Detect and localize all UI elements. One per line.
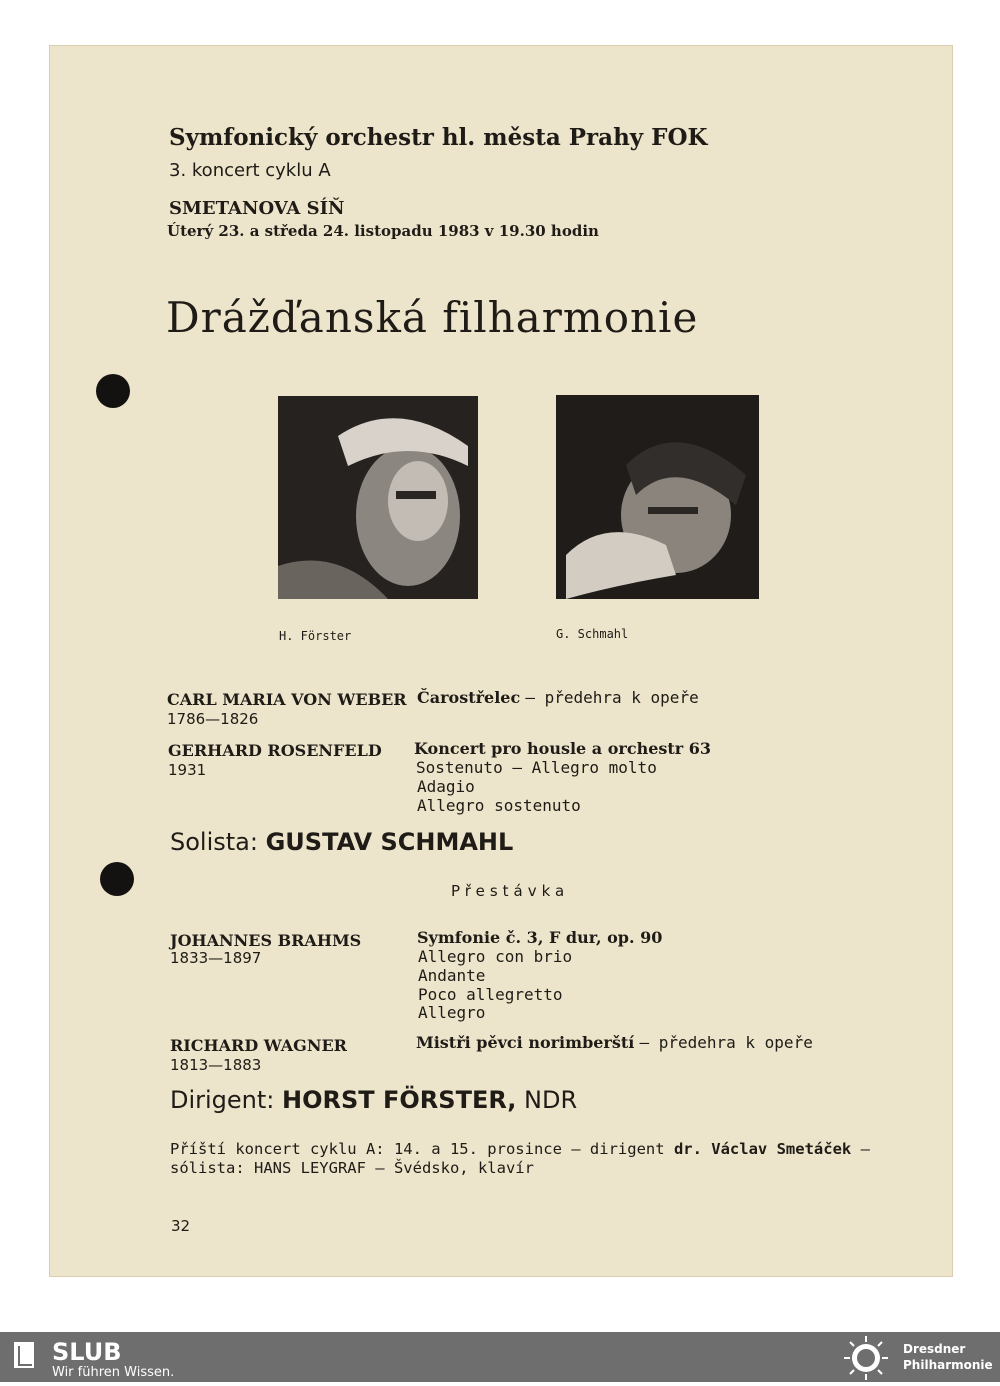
slub-logo-text: SLUB: [52, 1338, 122, 1366]
movement: Allegro sostenuto: [417, 796, 581, 815]
movement: Allegro con brio: [418, 947, 573, 966]
venue: SMETANOVA SÍŇ: [169, 198, 345, 219]
slub-book-icon: [12, 1340, 38, 1370]
soloist-name: GUSTAV SCHMAHL: [265, 828, 514, 856]
photo-caption-forster: H. Förster: [279, 629, 352, 643]
composer-years: 1786—1826: [167, 710, 259, 728]
portrait-schmahl: [556, 395, 759, 599]
punch-hole-top: [96, 374, 130, 408]
cycle-label: 3. koncert cyklu A: [169, 160, 331, 181]
composer-name: GERHARD ROSENFELD: [168, 741, 382, 760]
movement: Poco allegretto: [418, 985, 563, 1004]
next-concert-text: Příští koncert cyklu A: 14. a 15. prosince — dirigent: [170, 1140, 665, 1158]
movement: Allegro: [418, 1003, 486, 1022]
work-line: [416, 1033, 813, 1052]
work-title: Čarostřelec: [417, 688, 521, 707]
work-title: Symfonie č. 3, F dur, op. 90: [417, 928, 663, 947]
movement: Sostenuto — Allegro molto: [416, 758, 657, 777]
next-concert-line-1: [170, 1140, 870, 1158]
slub-tagline: Wir führen Wissen.: [52, 1365, 175, 1380]
conductor-line: [170, 1086, 577, 1114]
portrait-forster: [278, 396, 478, 599]
next-concert-line-2: sólista: HANS LEYGRAF — Švédsko, klavír: [170, 1159, 534, 1177]
punch-hole-bottom: [100, 862, 134, 896]
page-title: Drážďanská filharmonie: [166, 293, 699, 342]
photo-caption-schmahl: G. Schmahl: [556, 627, 629, 641]
composer-years: 1813—1883: [170, 1056, 262, 1074]
orchestra-name: Symfonický orchestr hl. města Prahy FOK: [169, 124, 708, 151]
composer-years: 1931: [168, 761, 207, 779]
partner-name-line1: Dresdner: [903, 1342, 966, 1356]
work-line: [417, 688, 699, 707]
soloist-line: [170, 828, 513, 856]
conductor-name: HORST FÖRSTER,: [282, 1086, 517, 1114]
work-note: — předehra k opeře: [639, 1033, 813, 1052]
work-title: Koncert pro housle a orchestr 63: [414, 739, 712, 758]
program-page: [50, 46, 952, 1276]
conductor-label: Dirigent:: [170, 1086, 275, 1114]
conductor-suffix: NDR: [524, 1086, 578, 1114]
composer-name: JOHANNES BRAHMS: [170, 931, 362, 950]
composer-name: RICHARD WAGNER: [170, 1036, 347, 1055]
work-title: Mistři pěvci norimberští: [416, 1033, 635, 1052]
intermission: Přestávka: [451, 882, 570, 900]
partner-name-line2: Philharmonie: [903, 1358, 993, 1372]
page-number: 32: [171, 1217, 191, 1235]
movement: Andante: [418, 966, 486, 985]
composer-years: 1833—1897: [170, 949, 262, 967]
concert-date: Úterý 23. a středa 24. listopadu 1983 v 19.30 hodin: [167, 222, 599, 240]
soloist-label: Solista:: [170, 828, 258, 856]
philharmonie-logo-icon: [842, 1334, 890, 1382]
work-note: — předehra k opeře: [525, 688, 699, 707]
footer-bar: [0, 1332, 1000, 1382]
next-concert-dash: —: [860, 1140, 870, 1158]
movement: Adagio: [417, 777, 475, 796]
next-concert-conductor: dr. Václav Smetáček: [673, 1140, 852, 1158]
composer-name: CARL MARIA VON WEBER: [167, 690, 407, 709]
